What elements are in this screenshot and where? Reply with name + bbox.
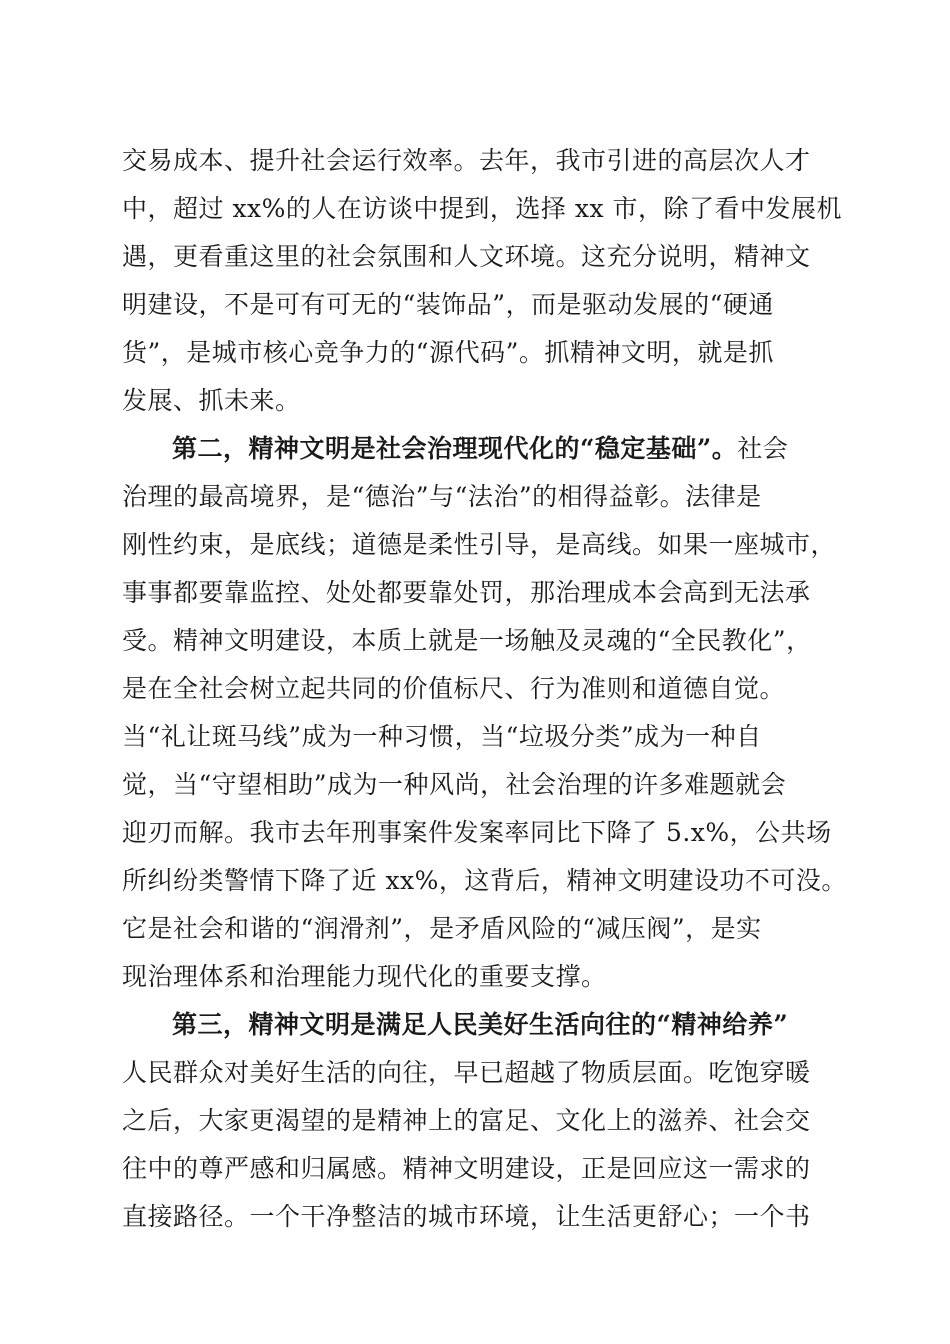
paragraph-line: 受。精神文明建设，本质上就是一场触及灵魂的“全民教化”， <box>122 626 812 655</box>
paragraph-line: 发展、抓未来。 <box>122 386 301 415</box>
paragraph-line: 事事都要靠监控、处处都要靠处罚，那治理成本会高到无法承 <box>122 578 811 607</box>
section-heading-2: 第二，精神文明是社会治理现代化的“稳定基础”。 <box>172 434 738 463</box>
paragraph-line: 往中的尊严感和归属感。精神文明建设，正是回应这一需求的 <box>122 1154 811 1183</box>
paragraph-line: 人民群众对美好生活的向往，早已超越了物质层面。吃饱穿暖 <box>122 1058 811 1087</box>
paragraph-line: 所纠纷类警情下降了近 xx%，这背后，精神文明建设功不可没。 <box>122 866 847 895</box>
paragraph-line: 觉，当“守望相助”成为一种风尚，社会治理的许多难题就会 <box>122 770 787 799</box>
paragraph-line: 之后，大家更渴望的是精神上的富足、文化上的滋养、社会交 <box>122 1106 811 1135</box>
heading-trailing-text: 社会 <box>737 434 789 463</box>
paragraph-line: 现治理体系和治理能力现代化的重要支撑。 <box>122 962 607 991</box>
paragraph-line: 当“礼让斑马线”成为一种习惯，当“垃圾分类”成为一种自 <box>122 722 762 751</box>
paragraph-line: 治理的最高境界，是“德治”与“法治”的相得益彰。法律是 <box>122 482 762 511</box>
section-heading-line <box>172 432 828 466</box>
paragraph-line: 明建设，不是可有可无的“装饰品”，而是驱动发展的“硬通 <box>122 290 774 319</box>
paragraph-line: 直接路径。一个干净整洁的城市环境，让生活更舒心；一个书 <box>122 1202 811 1231</box>
paragraph-line: 刚性约束，是底线；道德是柔性引导，是高线。如果一座城市， <box>122 530 837 559</box>
paragraph-line: 是在全社会树立起共同的价值标尺、行为准则和道德自觉。 <box>122 674 786 703</box>
paragraph-line: 中，超过 xx%的人在访谈中提到，选择 xx 市，除了看中发展机 <box>122 194 842 223</box>
paragraph-line: 迎刃而解。我市去年刑事案件发案率同比下降了 5.x%，公共场 <box>122 818 832 847</box>
section-heading-3: 第三，精神文明是满足人民美好生活向往的“精神给养” <box>172 1010 789 1039</box>
paragraph-line: 货”，是城市核心竞争力的“源代码”。抓精神文明，就是抓 <box>122 338 774 367</box>
paragraph-line: 它是社会和谐的“润滑剂”，是矛盾风险的“减压阀”，是实 <box>122 914 762 943</box>
paragraph-line: 交易成本、提升社会运行效率。去年，我市引进的高层次人才 <box>122 146 811 175</box>
paragraph-line: 遇，更看重这里的社会氛围和人文环境。这充分说明，精神文 <box>122 242 811 271</box>
